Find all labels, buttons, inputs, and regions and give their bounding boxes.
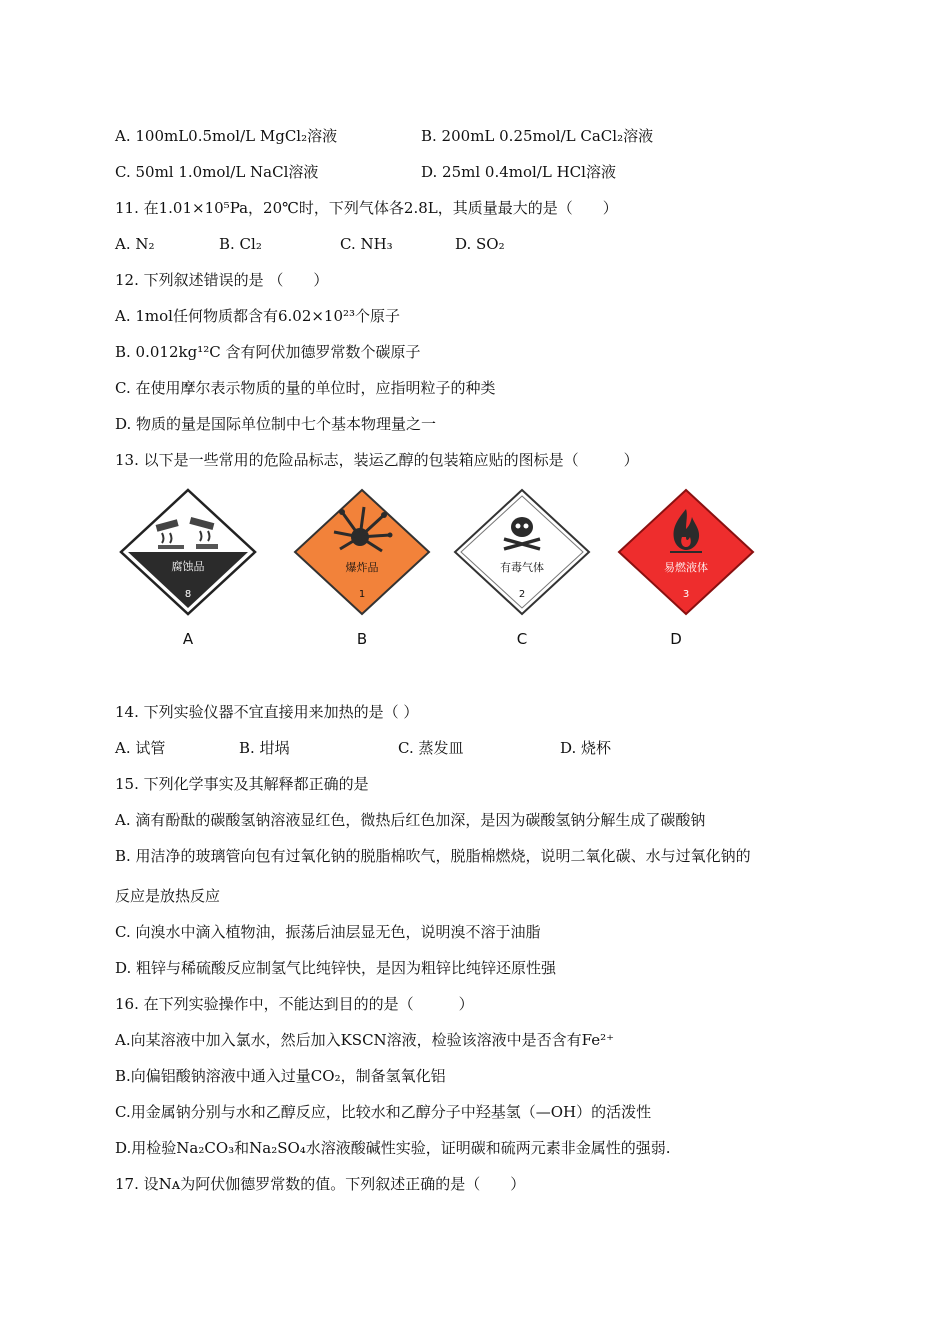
q16-option-b: B.向偏铝酸钠溶液中通入过量CO₂，制备氢氧化铝 [115, 1067, 446, 1085]
hazard-signs [118, 487, 743, 657]
toxic-gas-sign [452, 487, 592, 617]
q15-option-b-line1: B. 用洁净的玻璃管向包有过氧化钠的脱脂棉吹气，脱脂棉燃烧，说明二氧化碳、水与过氧化钠的 [115, 847, 751, 865]
q12-stem: 12. 下列叙述错误的是 （ ） [115, 271, 329, 289]
q16-option-d: D.用检验Na₂CO₃和Na₂SO₄水溶液酸碱性实验，证明碳和硫两元素非金属性的强弱. [115, 1139, 671, 1157]
q15-option-c: C. 向溴水中滴入植物油，振荡后油层显无色，说明溴不溶于油脂 [115, 923, 541, 941]
q12-option-d: D. 物质的量是国际单位制中七个基本物理量之一 [115, 415, 437, 433]
q14-option-d: D. 烧杯 [560, 739, 612, 757]
flammable-liquid-label: 易燃液体 [664, 561, 708, 574]
q10-option-d: D. 25ml 0.4mol/L HCl溶液 [421, 163, 616, 181]
q13-stem: 13. 以下是一些常用的危险品标志，装运乙醇的包装箱应贴的图标是（ ） [115, 451, 639, 469]
q11-option-c: C. NH₃ [340, 235, 393, 253]
q15-stem: 15. 下列化学事实及其解释都正确的是 [115, 775, 369, 793]
sign-letter-d: D [670, 630, 682, 648]
q15-option-b-line2: 反应是放热反应 [115, 887, 221, 905]
q11-option-b: B. Cl₂ [219, 235, 262, 253]
corrosive-number: 8 [184, 589, 192, 600]
corrosive-sign [118, 487, 258, 617]
q12-option-b: B. 0.012kg¹²C 含有阿伏加德罗常数个碳原子 [115, 343, 421, 361]
q16-stem: 16. 在下列实验操作中，不能达到目的的是（ ） [115, 995, 474, 1013]
q11-stem: 11. 在1.01×10⁵Pa，20℃时，下列气体各2.8L，其质量最大的是（ ） [115, 199, 618, 217]
q11-option-a: A. N₂ [115, 235, 155, 253]
q16-option-a: A.向某溶液中加入氯水，然后加入KSCN溶液，检验该溶液中是否含有Fe²⁺ [115, 1031, 615, 1049]
q14-stem: 14. 下列实验仪器不宜直接用来加热的是（ ） [115, 703, 419, 721]
q14-option-c: C. 蒸发皿 [398, 739, 464, 757]
sign-letter-a: A [182, 630, 194, 648]
toxic-gas-number: 2 [518, 589, 526, 600]
q15-option-d: D. 粗锌与稀硫酸反应制氢气比纯锌快，是因为粗锌比纯锌还原性强 [115, 959, 557, 977]
explosive-label: 爆炸品 [345, 561, 379, 574]
q14-option-b: B. 坩埚 [239, 739, 290, 757]
q10-option-a: A. 100mL0.5mol/L MgCl₂溶液 [115, 127, 338, 145]
sign-letter-b: B [356, 630, 368, 648]
sign-letter-c: C [516, 630, 528, 648]
q15-option-a: A. 滴有酚酞的碳酸氢钠溶液显红色，微热后红色加深，是因为碳酸氢钠分解生成了碳酸钠 [115, 811, 706, 829]
q10-option-c: C. 50ml 1.0mol/L NaCl溶液 [115, 163, 319, 181]
q12-option-c: C. 在使用摩尔表示物质的量的单位时，应指明粒子的种类 [115, 379, 496, 397]
corrosive-label: 腐蚀品 [171, 560, 205, 573]
q14-option-a: A. 试管 [115, 739, 166, 757]
q10-option-b: B. 200mL 0.25mol/L CaCl₂溶液 [421, 127, 654, 145]
explosive-number: 1 [358, 589, 366, 600]
toxic-gas-label: 有毒气体 [500, 561, 544, 574]
explosive-sign [292, 487, 432, 617]
q12-option-a: A. 1mol任何物质都含有6.02×10²³个原子 [115, 307, 401, 325]
flammable-liquid-number: 3 [682, 589, 690, 600]
flammable-liquid-sign [616, 487, 756, 617]
q11-option-d: D. SO₂ [455, 235, 505, 253]
q16-option-c: C.用金属钠分别与水和乙醇反应，比较水和乙醇分子中羟基氢（—OH）的活泼性 [115, 1103, 652, 1121]
q17-stem: 17. 设Nᴀ为阿伏伽德罗常数的值。下列叙述正确的是（ ） [115, 1175, 526, 1193]
